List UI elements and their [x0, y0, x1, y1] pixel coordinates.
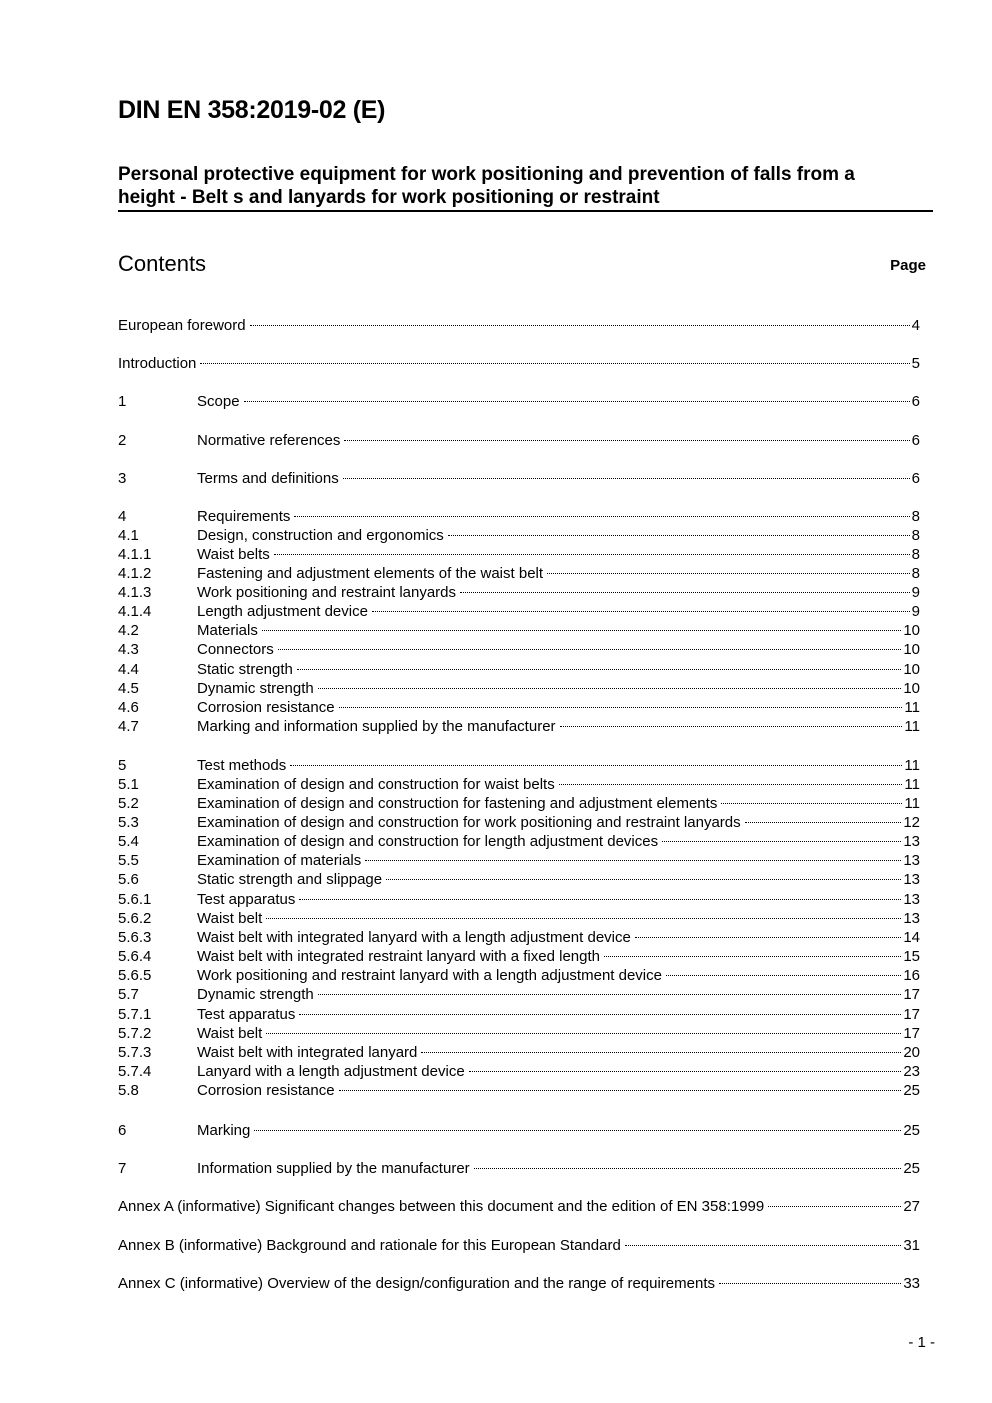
toc-entry-title: Annex A (informative) Significant changes between this document and the edition of EN 358:1999	[118, 1198, 765, 1215]
toc-dot-leader	[635, 937, 901, 938]
toc-entry-title: Examination of design and construction for work positioning and restraint lanyards	[197, 814, 741, 831]
toc-entry-page: 11	[904, 699, 920, 716]
toc-entry-title: Materials	[197, 622, 258, 639]
toc-entry[interactable]	[118, 1159, 920, 1178]
toc-dot-leader	[768, 1206, 901, 1207]
toc-dot-leader	[745, 822, 902, 823]
toc-entry-title: Dynamic strength	[197, 986, 314, 1003]
toc-entry[interactable]	[118, 1043, 920, 1062]
toc-entry-title: Corrosion resistance	[197, 1082, 335, 1099]
toc-entry-number: 5.6	[118, 871, 139, 888]
toc-entry-page: 13	[903, 852, 920, 869]
toc-entry-page: 11	[904, 757, 920, 774]
toc-dot-leader	[339, 1090, 902, 1091]
toc-entry[interactable]	[118, 870, 920, 889]
toc-entry-number: 4.1.1	[118, 546, 152, 563]
toc-entry-page: 33	[903, 1275, 920, 1292]
document-title-line-1: Personal protective equipment for work positioning and prevention of falls from a	[118, 164, 855, 185]
toc-entry-page: 11	[904, 795, 920, 812]
toc-entry-page: 9	[911, 603, 920, 620]
toc-entry[interactable]	[118, 583, 920, 602]
toc-entry-title: Work positioning and restraint lanyard with a length adjustment device	[197, 967, 662, 984]
toc-entry-number: 5.4	[118, 833, 139, 850]
toc-entry-page: 8	[911, 508, 920, 525]
toc-entry-number: 4	[118, 508, 127, 525]
toc-entry-number: 5.7.3	[118, 1044, 152, 1061]
toc-entry-title: Lanyard with a length adjustment device	[197, 1063, 465, 1080]
toc-entry[interactable]	[118, 621, 920, 640]
toc-entry-title: Information supplied by the manufacturer	[197, 1160, 470, 1177]
toc-dot-leader	[266, 918, 901, 919]
toc-entry[interactable]	[118, 775, 920, 794]
toc-dot-leader	[343, 478, 910, 479]
toc-entry-title: Design, construction and ergonomics	[197, 527, 444, 544]
toc-dot-leader	[200, 363, 909, 364]
toc-entry-title: Annex C (informative) Overview of the design/configuration and the range of requirements	[118, 1275, 715, 1292]
toc-entry[interactable]	[118, 794, 920, 813]
toc-entry-page: 14	[903, 929, 920, 946]
toc-entry[interactable]	[118, 431, 920, 450]
toc-entry[interactable]	[118, 507, 920, 526]
toc-entry-page: 23	[903, 1063, 920, 1080]
toc-entry-title: Marking	[197, 1122, 251, 1139]
toc-dot-leader	[721, 803, 902, 804]
toc-entry-page: 31	[903, 1237, 920, 1254]
toc-entry-page: 11	[904, 718, 920, 735]
toc-entry[interactable]	[118, 1024, 920, 1043]
toc-entry[interactable]	[118, 947, 920, 966]
toc-dot-leader	[469, 1071, 902, 1072]
document-title-line-2: height - Belt s and lanyards for work positioning or restraint	[118, 187, 660, 208]
toc-entry-page: 6	[911, 432, 920, 449]
toc-entry-title: Waist belt with integrated restraint lanyard with a fixed length	[197, 948, 600, 965]
toc-entry-number: 5.8	[118, 1082, 139, 1099]
toc-dot-leader	[625, 1245, 902, 1246]
toc-entry-title: Waist belt with integrated lanyard	[197, 1044, 418, 1061]
toc-entry-number: 5.6.3	[118, 929, 152, 946]
toc-dot-leader	[299, 899, 901, 900]
toc-dot-leader	[262, 630, 901, 631]
toc-dot-leader	[559, 784, 903, 785]
title-underline	[118, 210, 933, 212]
toc-entry[interactable]	[118, 1081, 920, 1100]
toc-dot-leader	[365, 860, 901, 861]
toc-entry-page: 8	[911, 546, 920, 563]
toc-entry-title: Length adjustment device	[197, 603, 368, 620]
toc-entry[interactable]	[118, 1236, 920, 1255]
contents-heading: Contents	[118, 251, 207, 276]
toc-entry-page: 25	[903, 1122, 920, 1139]
toc-entry[interactable]	[118, 1197, 920, 1216]
toc-entry-page: 20	[903, 1044, 920, 1061]
toc-entry-title: Scope	[197, 393, 240, 410]
toc-entry-page: 13	[903, 833, 920, 850]
toc-entry[interactable]	[118, 1274, 920, 1293]
toc-dot-leader	[474, 1168, 902, 1169]
toc-dot-leader	[547, 573, 910, 574]
toc-entry-title: Examination of design and construction for waist belts	[197, 776, 555, 793]
toc-entry-page: 4	[911, 317, 920, 334]
toc-entry-number: 3	[118, 470, 127, 487]
toc-entry-page: 27	[903, 1198, 920, 1215]
toc-dot-leader	[254, 1130, 901, 1131]
toc-entry-page: 16	[903, 967, 920, 984]
toc-dot-leader	[560, 726, 903, 727]
toc-entry-number: 4.7	[118, 718, 139, 735]
toc-entry-page: 10	[903, 622, 920, 639]
toc-entry-number: 1	[118, 393, 127, 410]
toc-entry-number: 5.6.2	[118, 910, 152, 927]
toc-entry[interactable]	[118, 698, 920, 717]
toc-dot-leader	[274, 554, 910, 555]
footer-page-number: - 1 -	[908, 1334, 935, 1351]
toc-entry-title: Waist belts	[197, 546, 270, 563]
document-title	[118, 163, 933, 209]
toc-entry-title: Examination of design and construction for length adjustment devices	[197, 833, 659, 850]
toc-entry-page: 10	[903, 661, 920, 678]
page-column-heading: Page	[890, 257, 926, 274]
toc-entry-title: Annex B (informative) Background and rationale for this European Standard	[118, 1237, 621, 1254]
toc-entry-number: 5.6.5	[118, 967, 152, 984]
toc-entry[interactable]	[118, 564, 920, 583]
toc-entry-number: 5.7	[118, 986, 139, 1003]
toc-entry-page: 17	[903, 1006, 920, 1023]
toc-dot-leader	[278, 649, 902, 650]
toc-entry-title: Examination of design and construction for fastening and adjustment elements	[197, 795, 718, 812]
toc-entry-number: 7	[118, 1160, 127, 1177]
toc-entry-number: 6	[118, 1122, 127, 1139]
toc-entry-page: 9	[911, 584, 920, 601]
toc-entry-page: 10	[903, 641, 920, 658]
toc-entry[interactable]	[118, 679, 920, 698]
toc-entry-number: 4.2	[118, 622, 139, 639]
toc-entry-title: Test apparatus	[197, 1006, 296, 1023]
toc-entry[interactable]	[118, 1005, 920, 1024]
toc-entry[interactable]	[118, 1062, 920, 1081]
toc-dot-leader	[299, 1014, 901, 1015]
toc-dot-leader	[290, 765, 902, 766]
toc-dot-leader	[448, 535, 910, 536]
toc-entry[interactable]	[118, 813, 920, 832]
toc-entry-page: 6	[911, 393, 920, 410]
toc-entry-number: 5.1	[118, 776, 139, 793]
toc-entry-title: Introduction	[118, 355, 197, 372]
toc-entry-number: 4.1	[118, 527, 139, 544]
toc-entry[interactable]	[118, 660, 920, 679]
toc-entry-title: Static strength and slippage	[197, 871, 383, 888]
toc-entry-title: Normative references	[197, 432, 341, 449]
toc-dot-leader	[339, 707, 903, 708]
toc-dot-leader	[666, 975, 901, 976]
toc-entry-number: 5.7.4	[118, 1063, 152, 1080]
toc-entry-title: Terms and definitions	[197, 470, 339, 487]
toc-entry-number: 4.3	[118, 641, 139, 658]
toc-entry[interactable]	[118, 526, 920, 545]
toc-entry-page: 13	[903, 891, 920, 908]
toc-entry[interactable]	[118, 717, 920, 736]
toc-entry[interactable]	[118, 392, 920, 411]
toc-entry-title: Work positioning and restraint lanyards	[197, 584, 457, 601]
toc-dot-leader	[318, 688, 902, 689]
toc-entry-page: 12	[903, 814, 920, 831]
toc-entry-page: 10	[903, 680, 920, 697]
toc-entry-number: 4.5	[118, 680, 139, 697]
toc-dot-leader	[386, 879, 901, 880]
toc-entry-title: Connectors	[197, 641, 274, 658]
toc-entry-page: 17	[903, 986, 920, 1003]
toc-entry-number: 5.7.2	[118, 1025, 152, 1042]
toc-dot-leader	[250, 325, 910, 326]
toc-entry-title: Examination of materials	[197, 852, 362, 869]
toc-dot-leader	[719, 1283, 901, 1284]
toc-entry-page: 8	[911, 527, 920, 544]
toc-dot-leader	[604, 956, 901, 957]
toc-entry-page: 8	[911, 565, 920, 582]
toc-entry[interactable]	[118, 966, 920, 985]
toc-dot-leader	[662, 841, 901, 842]
toc-entry-title: European foreword	[118, 317, 246, 334]
toc-entry-number: 5.5	[118, 852, 139, 869]
toc-entry-page: 13	[903, 871, 920, 888]
toc-entry-title: Waist belt	[197, 910, 263, 927]
toc-dot-leader	[421, 1052, 901, 1053]
document-id: DIN EN 358:2019-02 (E)	[118, 96, 386, 124]
toc-entry[interactable]	[118, 985, 920, 1004]
toc-dot-leader	[318, 994, 902, 995]
toc-entry[interactable]	[118, 602, 920, 621]
toc-entry-page: 11	[904, 776, 920, 793]
toc-entry-page: 15	[903, 948, 920, 965]
toc-entry-title: Dynamic strength	[197, 680, 314, 697]
toc-entry-page: 5	[911, 355, 920, 372]
toc-entry-page: 17	[903, 1025, 920, 1042]
toc-entry-number: 5.6.1	[118, 891, 152, 908]
toc-entry[interactable]	[118, 354, 920, 373]
toc-dot-leader	[372, 611, 910, 612]
toc-entry-number: 5	[118, 757, 127, 774]
toc-entry[interactable]	[118, 640, 920, 659]
toc-entry[interactable]	[118, 832, 920, 851]
toc-dot-leader	[294, 516, 909, 517]
toc-dot-leader	[244, 401, 910, 402]
toc-entry-page: 25	[903, 1082, 920, 1099]
toc-entry[interactable]	[118, 545, 920, 564]
toc-entry-number: 5.2	[118, 795, 139, 812]
toc-entry-title: Corrosion resistance	[197, 699, 335, 716]
toc-entry-page: 13	[903, 910, 920, 927]
toc-dot-leader	[297, 669, 901, 670]
toc-entry-page: 6	[911, 470, 920, 487]
toc-entry-title: Marking and information supplied by the manufacturer	[197, 718, 556, 735]
toc-entry-title: Static strength	[197, 661, 293, 678]
toc-dot-leader	[460, 592, 910, 593]
toc-entry-page: 25	[903, 1160, 920, 1177]
toc-entry-number: 5.6.4	[118, 948, 152, 965]
toc-entry-title: Waist belt with integrated lanyard with a length adjustment device	[197, 929, 631, 946]
toc-entry[interactable]	[118, 469, 920, 488]
toc-entry-number: 2	[118, 432, 127, 449]
toc-entry-title: Test apparatus	[197, 891, 296, 908]
toc-entry[interactable]	[118, 890, 920, 909]
toc-entry-number: 4.4	[118, 661, 139, 678]
toc-entry[interactable]	[118, 316, 920, 335]
toc-entry-number: 4.1.4	[118, 603, 152, 620]
toc-entry-title: Waist belt	[197, 1025, 263, 1042]
toc-entry-title: Requirements	[197, 508, 291, 525]
toc-entry[interactable]	[118, 851, 920, 870]
toc-entry-number: 4.6	[118, 699, 139, 716]
toc-entry[interactable]	[118, 756, 920, 775]
toc-dot-leader	[266, 1033, 901, 1034]
toc-entry-title: Test methods	[197, 757, 287, 774]
toc-entry-number: 5.3	[118, 814, 139, 831]
toc-entry[interactable]	[118, 1121, 920, 1140]
toc-entry-number: 4.1.2	[118, 565, 152, 582]
toc-dot-leader	[344, 440, 909, 441]
toc-entry-number: 4.1.3	[118, 584, 152, 601]
toc-entry[interactable]	[118, 928, 920, 947]
toc-entry-title: Fastening and adjustment elements of the waist belt	[197, 565, 544, 582]
toc-entry[interactable]	[118, 909, 920, 928]
toc-entry-number: 5.7.1	[118, 1006, 152, 1023]
